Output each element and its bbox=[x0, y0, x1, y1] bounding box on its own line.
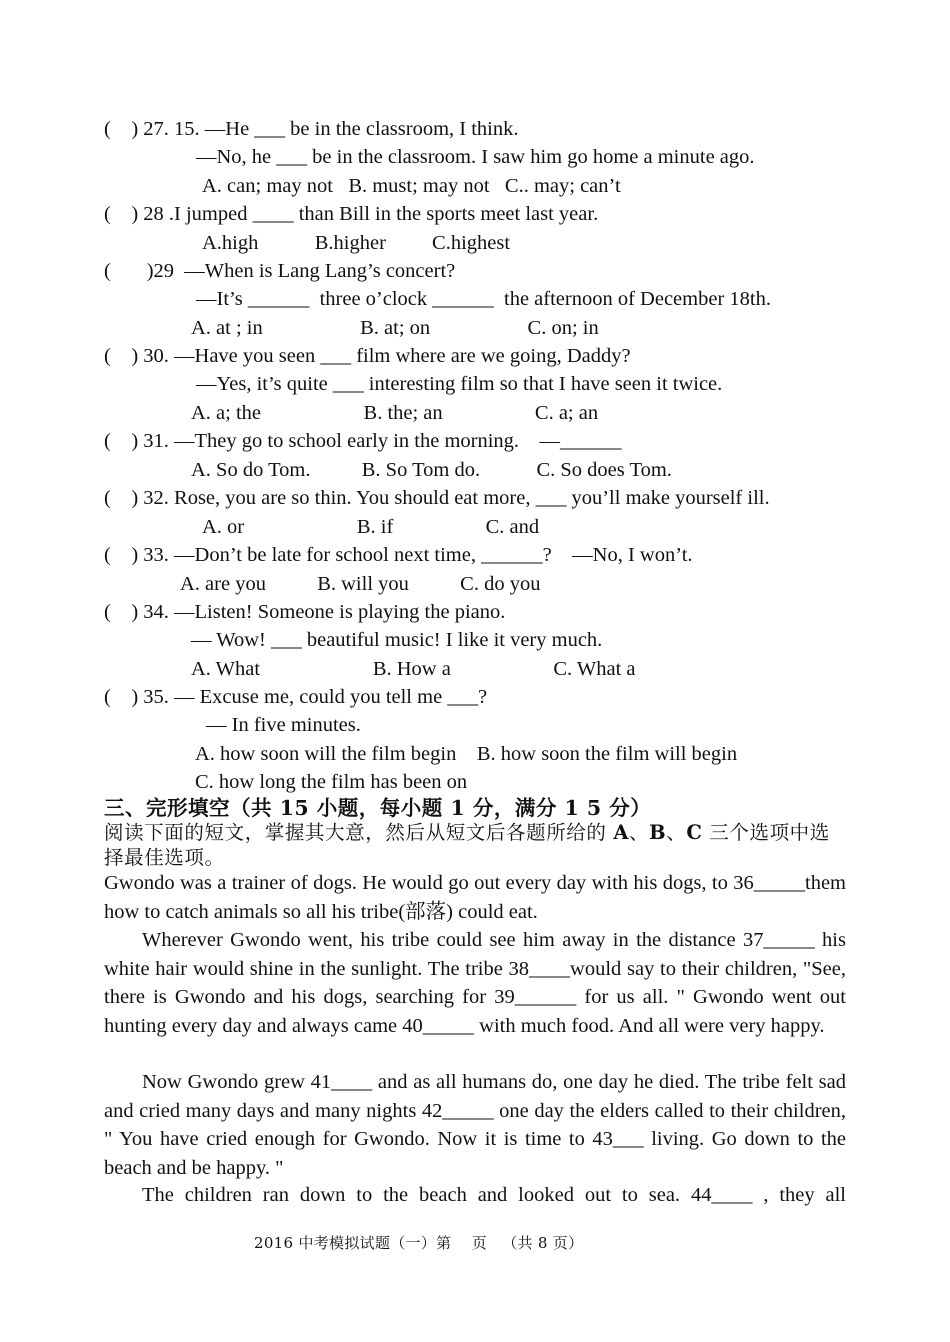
question-32-options: A. or B. if C. and bbox=[202, 516, 540, 538]
question-30-stem: ( ) 30. —Have you seen ___ film where are we going, Daddy? bbox=[104, 345, 631, 367]
instructions-text: 阅读下面的短文，掌握其大意，然后从短文后各题所给的 bbox=[104, 821, 614, 844]
question-35-option-c: C. how long the film has been on bbox=[195, 771, 468, 793]
option-label-c: C bbox=[686, 821, 703, 844]
option-label-a: A bbox=[613, 821, 630, 844]
passage-paragraph-4: The children ran down to the beach and looked out to sea. 44____ , they all bbox=[142, 1184, 846, 1206]
question-27-stem: ( ) 27. 15. —He ___ be in the classroom, I think. bbox=[104, 118, 519, 140]
instructions-separator: 、 bbox=[666, 821, 687, 844]
passage-paragraph-3: Now Gwondo grew 41____ and as all humans do, one day he died. The tribe felt sad and cried many days and many nights 42_____ one day the elders called to their children, " You have cried enough for Gwondo. Now it is time to 43___ living. Go down to the beach and be happy. " bbox=[104, 1071, 846, 1179]
question-27-line-2: —No, he ___ be in the classroom. I saw him go home a minute ago. bbox=[196, 146, 755, 168]
question-30-options: A. a; the B. the; an C. a; an bbox=[191, 402, 599, 424]
question-33-options: A. are you B. will you C. do you bbox=[180, 573, 541, 595]
question-35-options-ab: A. how soon will the film begin B. how soon the film will begin bbox=[195, 743, 738, 765]
passage-paragraph-1: Gwondo was a trainer of dogs. He would go out every day with his dogs, to 36_____them how to catch animals so all his tribe(部落) could eat. bbox=[104, 872, 846, 923]
question-33-stem: ( ) 33. —Don’t be late for school next time, ______? —No, I won’t. bbox=[104, 544, 693, 566]
question-35-stem: ( ) 35. — Excuse me, could you tell me ___? bbox=[104, 686, 488, 708]
option-label-b: B bbox=[649, 821, 667, 844]
section-3-instructions bbox=[104, 820, 849, 870]
instructions-separator: 、 bbox=[629, 821, 650, 844]
section-3-title: 三、完形填空（共 15 小题，每小题 1 分，满分 1 5 分） bbox=[104, 796, 652, 820]
question-29-line-2: —It’s ______ three o’clock ______ the afternoon of December 18th. bbox=[196, 288, 771, 310]
question-29-options: A. at ; in B. at; on C. on; in bbox=[191, 317, 599, 339]
instructions-text-end: 三个选项中选择最佳选项。 bbox=[104, 821, 830, 869]
question-34-line-2: — Wow! ___ beautiful music! I like it very much. bbox=[191, 629, 603, 651]
passage-paragraph-2: Wherever Gwondo went, his tribe could see him away in the distance 37_____ his white hair would shine in the sunlight. The tribe 38____would say to their children, "See, there is Gwondo and his dogs, searching for 39______ for us all. " Gwondo went out hunting every day and always came 40_____ with much food. And all were very happy. bbox=[104, 929, 846, 1037]
question-31-stem: ( ) 31. —They go to school early in the morning. —______ bbox=[104, 430, 622, 452]
question-29-stem: ( )29 —When is Lang Lang’s concert? bbox=[104, 260, 456, 282]
question-27-options: A. can; may not B. must; may not C.. may; can’t bbox=[202, 175, 621, 197]
question-34-options: A. What B. How a C. What a bbox=[191, 658, 636, 680]
question-34-stem: ( ) 34. —Listen! Someone is playing the piano. bbox=[104, 601, 506, 623]
question-28-stem: ( ) 28 .I jumped ____ than Bill in the sports meet last year. bbox=[104, 203, 599, 225]
question-28-options: A.high B.higher C.highest bbox=[202, 232, 511, 254]
question-32-stem: ( ) 32. Rose, you are so thin. You should eat more, ___ you’ll make yourself ill. bbox=[104, 487, 770, 509]
question-35-line-2: — In five minutes. bbox=[206, 714, 361, 736]
question-31-options: A. So do Tom. B. So Tom do. C. So does Tom. bbox=[191, 459, 672, 481]
question-30-line-2: —Yes, it’s quite ___ interesting film so that I have seen it twice. bbox=[196, 373, 723, 395]
page-footer: 2016 中考模拟试题（一）第 页 （共 8 页） bbox=[254, 1234, 584, 1252]
